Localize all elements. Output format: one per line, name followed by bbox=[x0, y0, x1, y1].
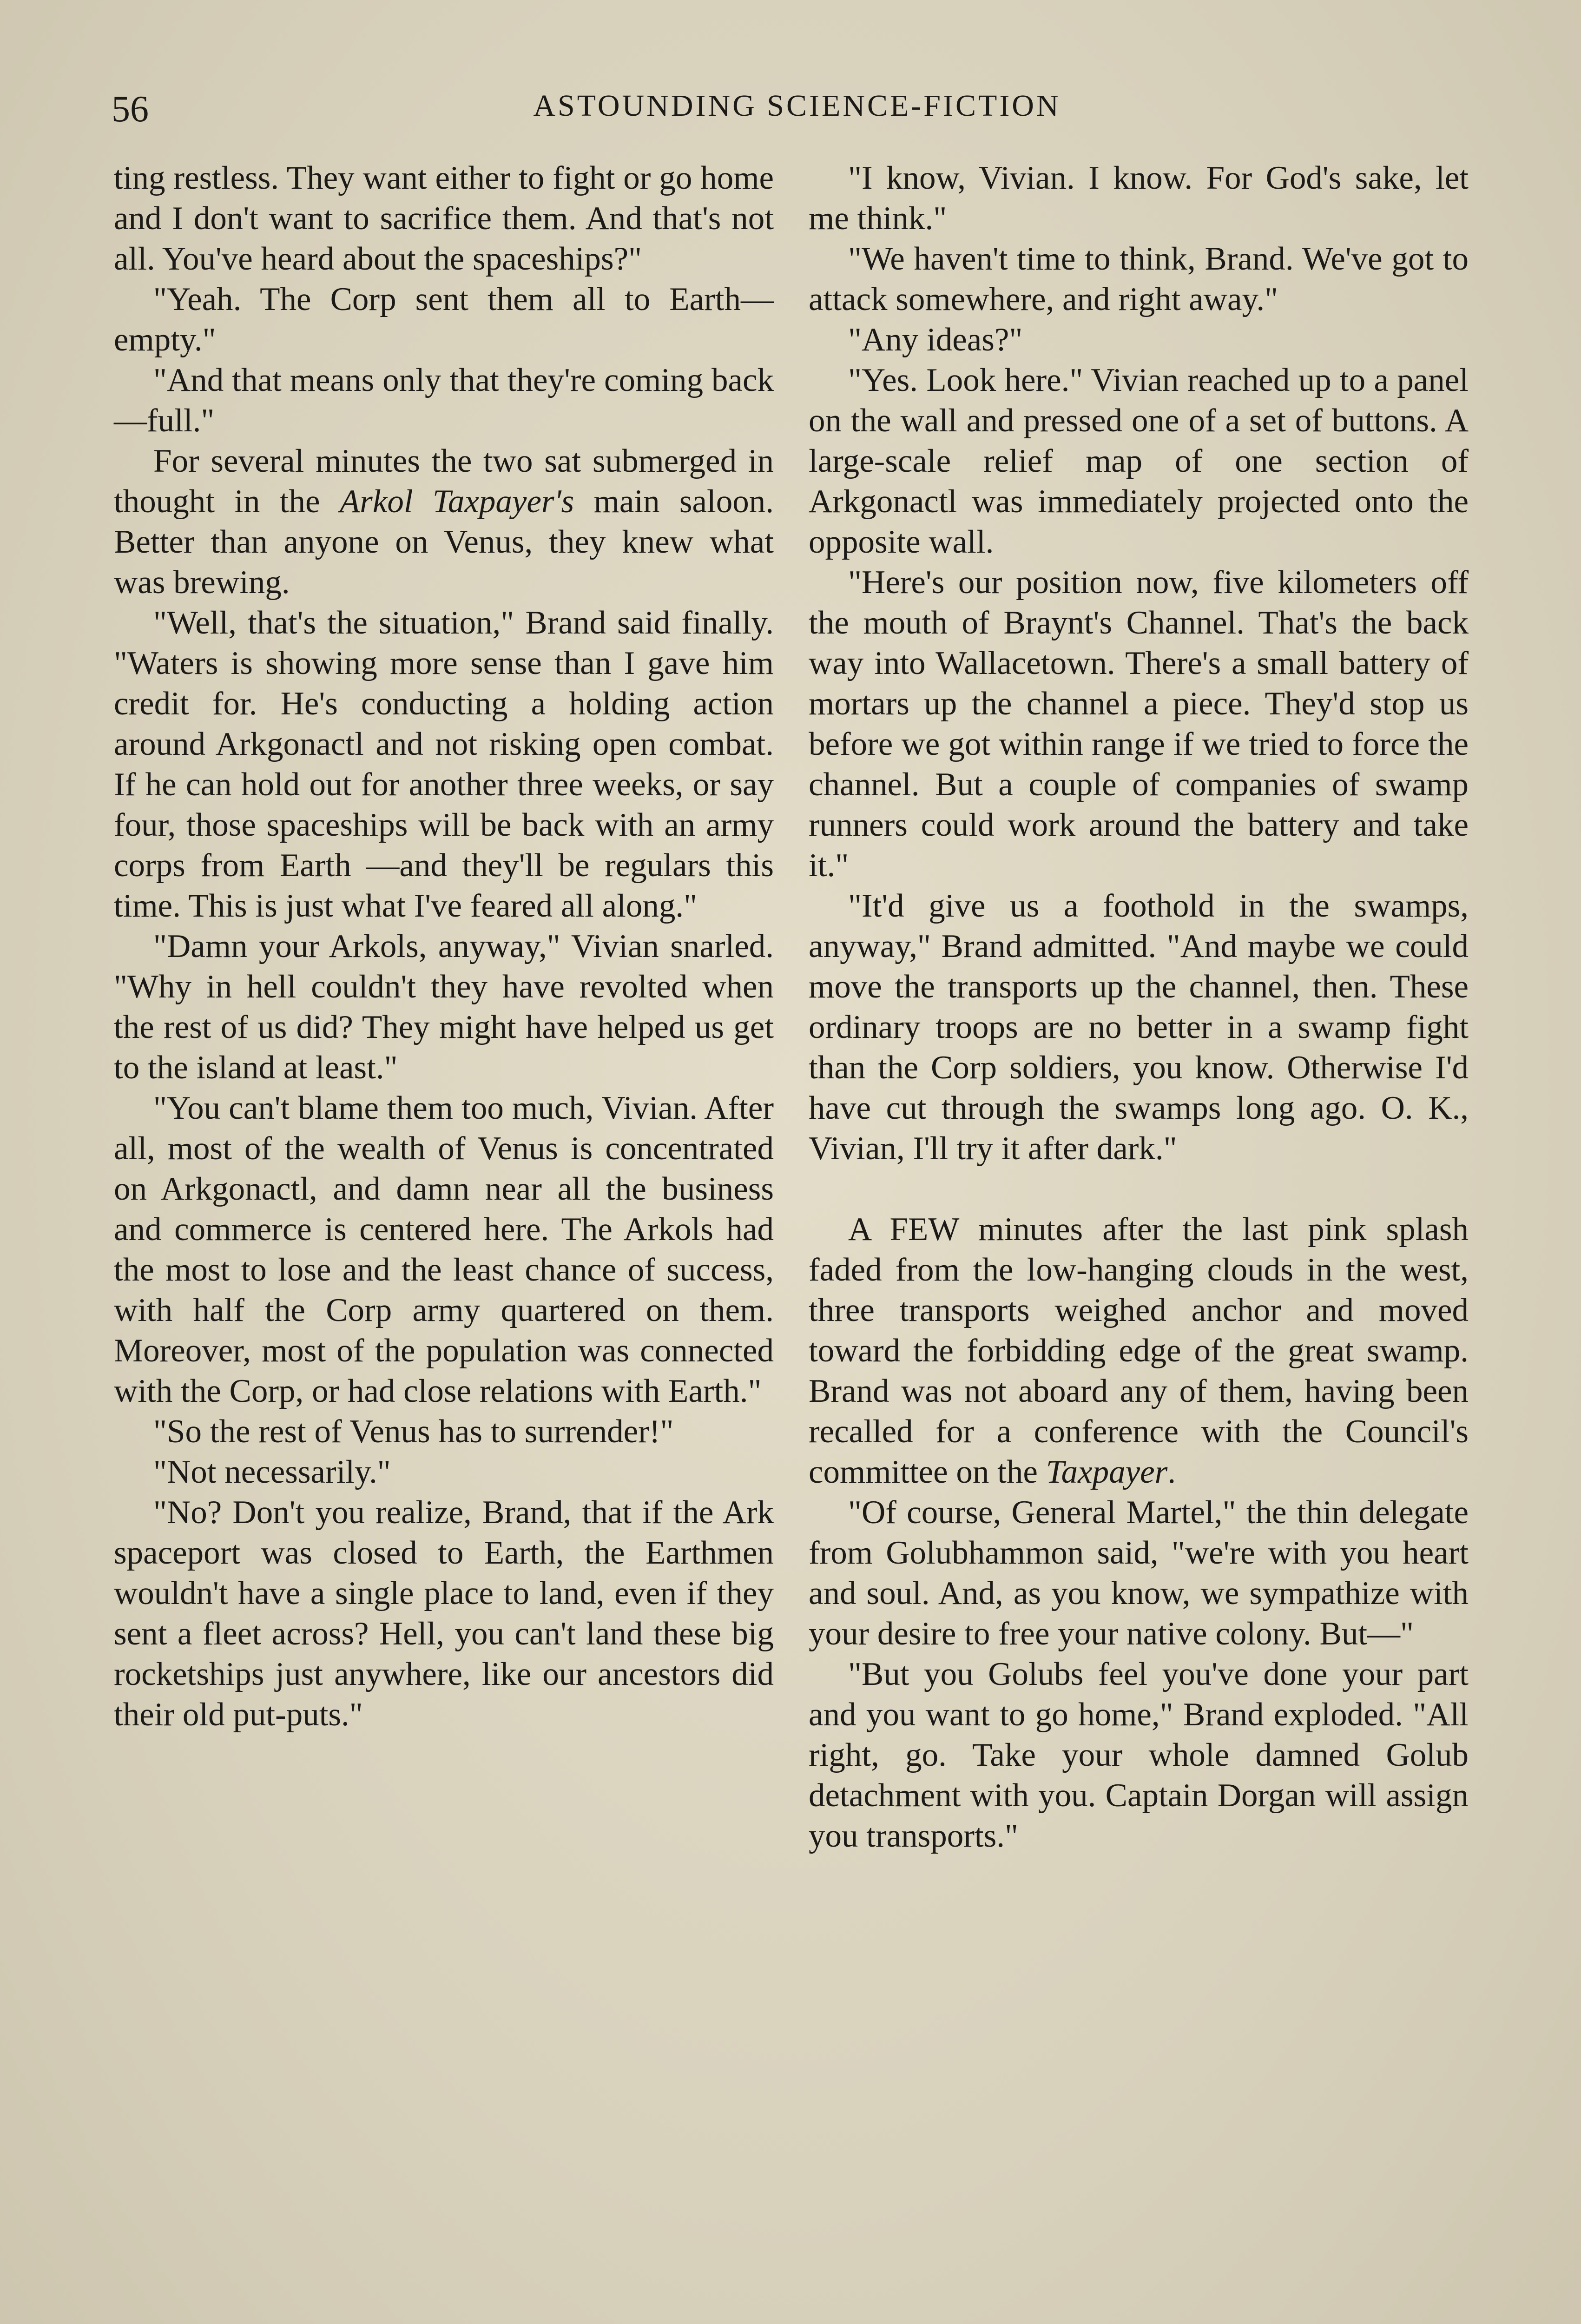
paragraph: "But you Golubs feel you've done your part and you want to go home," Brand exploded. "All right, go. Take your whole damned Golub detachment with you. Captain Dorgan will assign you transports." bbox=[809, 1656, 1469, 1854]
paragraph: "Well, that's the situation," Brand said finally. "Waters is showing more sense than I gave him credit for. He's conducting a holding action around Arkgonactl and not risking open combat. If he can hold out for another three weeks, or say four, those spaceships will be back with an army corps from Earth —and they'll be regulars this time. This is just what I've feared all along." bbox=[114, 605, 774, 924]
paragraph: "And that means only that they're coming back—full." bbox=[114, 362, 774, 439]
right-text-column bbox=[809, 158, 1469, 1856]
page-number: 56 bbox=[112, 89, 149, 130]
paragraph: "Yeah. The Corp sent them all to Earth—empty." bbox=[114, 281, 774, 358]
paragraph: "It'd give us a foothold in the swamps, anyway," Brand admitted. "And maybe we could move the transports up the channel, then. These ordinary troops are no better in a swamp fight than the Corp soldiers, you know. Otherwise I'd have cut through the swamps long ago. O. K., Vivian, I'll try it after dark." bbox=[809, 888, 1469, 1167]
paragraph: For several minutes the two sat submerged in thought in the Arkol Taxpayer's main saloon. Better than anyone on Venus, they knew what was brewing. bbox=[114, 443, 774, 601]
paragraph: "Any ideas?" bbox=[848, 322, 1023, 358]
paragraph: "Damn your Arkols, anyway," Vivian snarled. "Why in hell couldn't they have revolted when the rest of us did? They might have helped us get to the island at least." bbox=[114, 928, 774, 1086]
paragraph: "No? Don't you realize, Brand, that if the Ark spaceport was closed to Earth, the Earthmen wouldn't have a single place to land, even if they sent a fleet across? Hell, you can't land these big rocketships just anywhere, like our ancestors did their old put-puts." bbox=[114, 1494, 774, 1733]
paragraph: "Of course, General Martel," the thin delegate from Golubhammon said, "we're with you heart and soul. And, as you know, we sympathize with your desire to free your native colony. But—" bbox=[809, 1494, 1469, 1652]
paragraph: ting restless. They want either to fight or go home and I don't want to sacrifice them. And that's not all. You've heard about the spaceships?" bbox=[114, 160, 774, 277]
paragraph: "So the rest of Venus has to surrender!" bbox=[153, 1413, 674, 1450]
paragraph: "You can't blame them too much, Vivian. After all, most of the wealth of Venus is concentrated on Arkgonactl, and damn near all the business and commerce is centered here. The Arkols had the most to lose and the least chance of success, with half the Corp army quartered on them. Moreover, most of the population was connected with the Corp, or had close relations with Earth." bbox=[114, 1090, 774, 1409]
paragraph: "I know, Vivian. I know. For God's sake, let me think." bbox=[809, 160, 1469, 237]
paragraph: "Here's our position now, five kilometers off the mouth of Braynt's Channel. That's the back way into Wallacetown. There's a small battery of mortars up the channel a piece. They'd stop us before we got within range if we tried to force the channel. But a couple of companies of swamp runners could work around the battery and take it." bbox=[809, 564, 1469, 884]
running-title: ASTOUNDING SCIENCE-FICTION bbox=[533, 89, 1061, 123]
left-text-column bbox=[114, 158, 774, 1735]
paragraph: "We haven't time to think, Brand. We've got to attack somewhere, and right away." bbox=[809, 241, 1469, 317]
page-header bbox=[112, 88, 1482, 139]
paragraph: A FEW minutes after the last pink splash faded from the low-hanging clouds in the west, three transports weighed anchor and moved toward the forbidding edge of the great swamp. Brand was not aboard any of them, having been recalled for a conference with the Council's committee on the Taxpayer. bbox=[809, 1211, 1469, 1490]
paragraph: "Yes. Look here." Vivian reached up to a panel on the wall and pressed one of a set of buttons. A large-scale relief map of one section of Arkgonactl was immediately projected onto the opposite wall. bbox=[809, 362, 1469, 560]
paragraph: "Not necessarily." bbox=[153, 1454, 391, 1490]
